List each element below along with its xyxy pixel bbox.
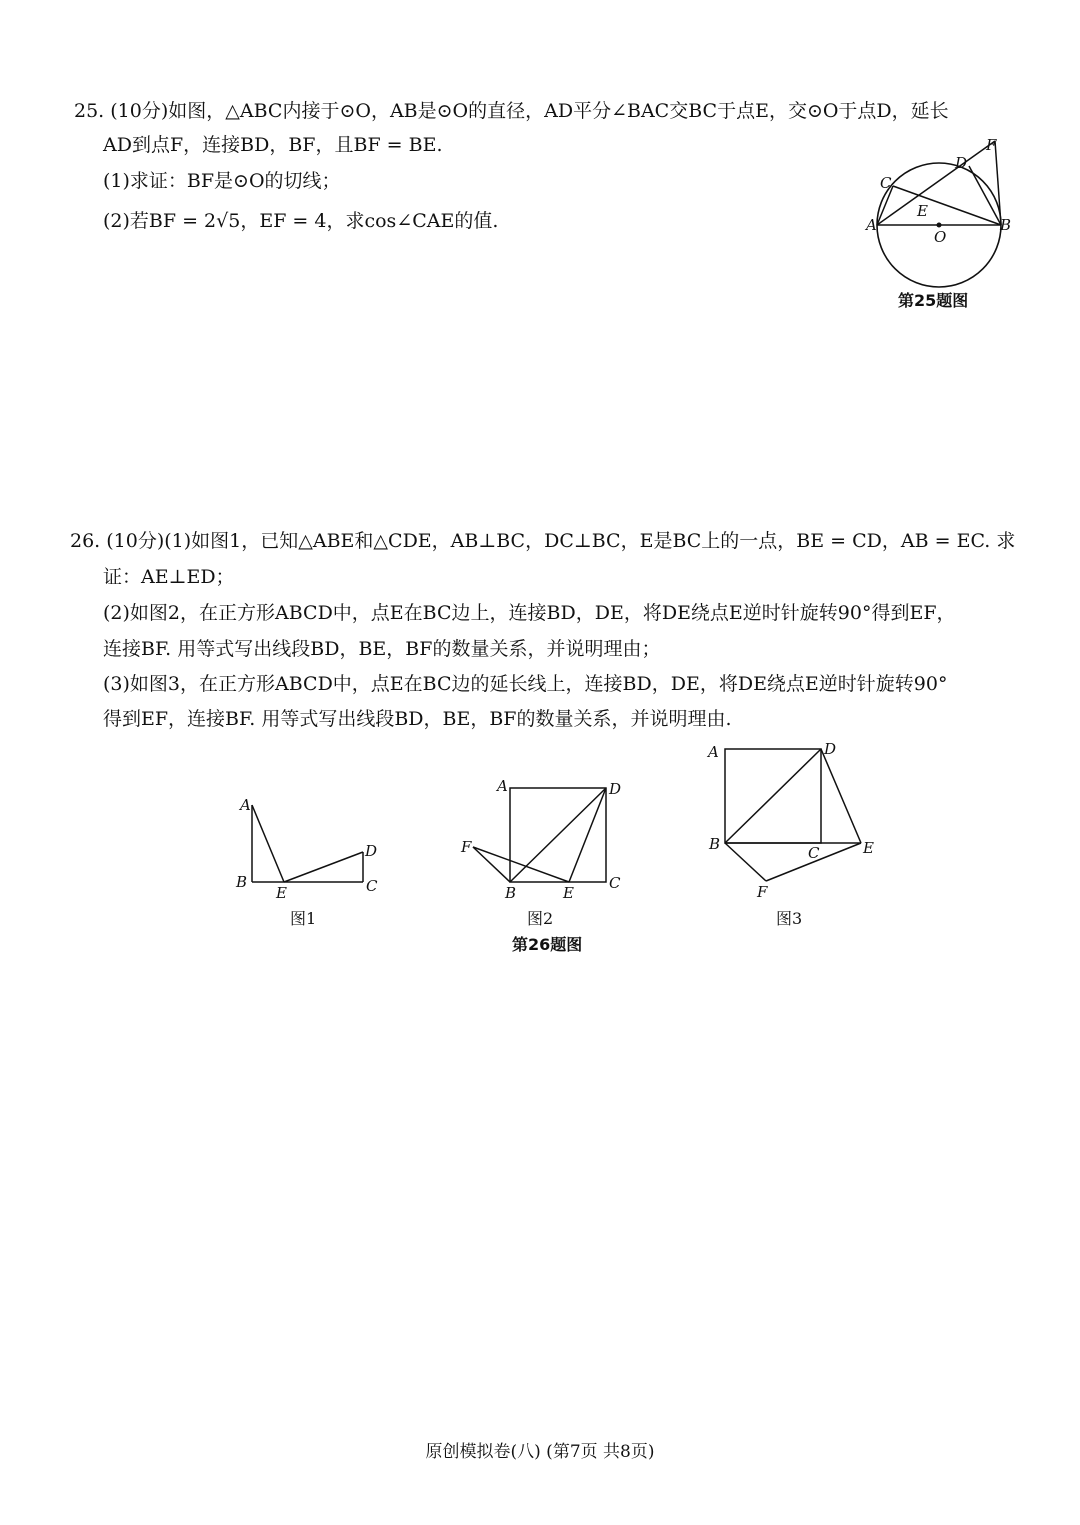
segment-ad (877, 141, 995, 225)
q25-line-4: (2)若BF = 2√5，EF = 4，求cos∠CAE的值. (103, 210, 499, 232)
page-footer: 原创模拟卷(八) (第7页 共8页) (425, 1442, 655, 1462)
label-o: O (934, 228, 947, 246)
q26-figure-2 (455, 775, 635, 905)
q26-figure-3 (700, 735, 885, 905)
segment-ef (473, 847, 569, 882)
label-c: C (808, 844, 820, 862)
q26-figure-caption: 第26题图 (512, 935, 583, 954)
segment-bf (473, 847, 510, 882)
label-e: E (276, 884, 287, 900)
label-f: F (461, 838, 472, 856)
segment-de (821, 749, 861, 843)
segment-cb (893, 186, 1001, 225)
label-c: C (366, 877, 378, 895)
label-a: A (240, 796, 251, 814)
segment-de (569, 788, 606, 882)
q26-line-6: 得到EF，连接BF. 用等式写出线段BD，BE，BF的数量关系，并说明理由. (103, 708, 732, 730)
q25-figure-caption: 第25题图 (898, 291, 969, 310)
q25-line-2: AD到点F，连接BD，BF，且BF = BE. (103, 134, 443, 156)
q25-line-1: 25. (10分)如图，△ABC内接于⊙O，AB是⊙O的直径，AD平分∠BAC交BC于点E，交⊙O于点D，延长 (74, 100, 949, 122)
label-a: A (866, 216, 877, 234)
label-d: D (955, 154, 968, 172)
label-f: F (986, 136, 997, 154)
label-e: E (563, 884, 574, 902)
q26-figure-1-label: 图1 (290, 909, 317, 928)
label-c: C (609, 874, 621, 892)
segment-ae (252, 805, 284, 882)
segment-bd (969, 166, 1001, 225)
q26-figure-1 (230, 790, 390, 900)
label-b: B (709, 835, 721, 853)
segment-ed (284, 852, 363, 882)
q26-line-5: (3)如图3，在正方形ABCD中，点E在BC边的延长线上，连接BD，DE，将DE绕点E逆时针旋转90° (103, 673, 948, 695)
label-f: F (757, 883, 768, 901)
q26-line-2: 证：AE⊥ED； (103, 566, 235, 588)
label-a: A (708, 743, 719, 761)
q25-figure (860, 130, 1020, 290)
label-a: A (497, 777, 508, 795)
label-d: D (824, 740, 837, 758)
segment-bd (725, 749, 821, 843)
q26-figure-2-label: 图2 (527, 909, 554, 928)
q26-figure-3-label: 图3 (776, 909, 803, 928)
point-o (937, 223, 942, 228)
label-e: E (917, 202, 928, 220)
q26-line-1: 26. (10分)(1)如图1，已知△ABE和△CDE，AB⊥BC，DC⊥BC，E是BC上的一点，BE = CD，AB = EC. 求 (70, 530, 1016, 552)
label-c: C (880, 174, 892, 192)
label-b: B (505, 884, 517, 902)
label-d: D (609, 780, 622, 798)
label-b: B (1000, 216, 1012, 234)
label-b: B (236, 873, 248, 891)
q26-line-4: 连接BF. 用等式写出线段BD，BE，BF的数量关系，并说明理由； (103, 638, 661, 660)
segment-bf (725, 843, 766, 881)
q25-line-3: (1)求证：BF是⊙O的切线； (103, 170, 341, 192)
label-d: D (365, 842, 378, 860)
q26-line-3: (2)如图2，在正方形ABCD中，点E在BC边上，连接BD，DE，将DE绕点E逆时针旋转90°得到EF， (103, 602, 956, 624)
label-e: E (863, 839, 874, 857)
segment-bd (510, 788, 606, 882)
